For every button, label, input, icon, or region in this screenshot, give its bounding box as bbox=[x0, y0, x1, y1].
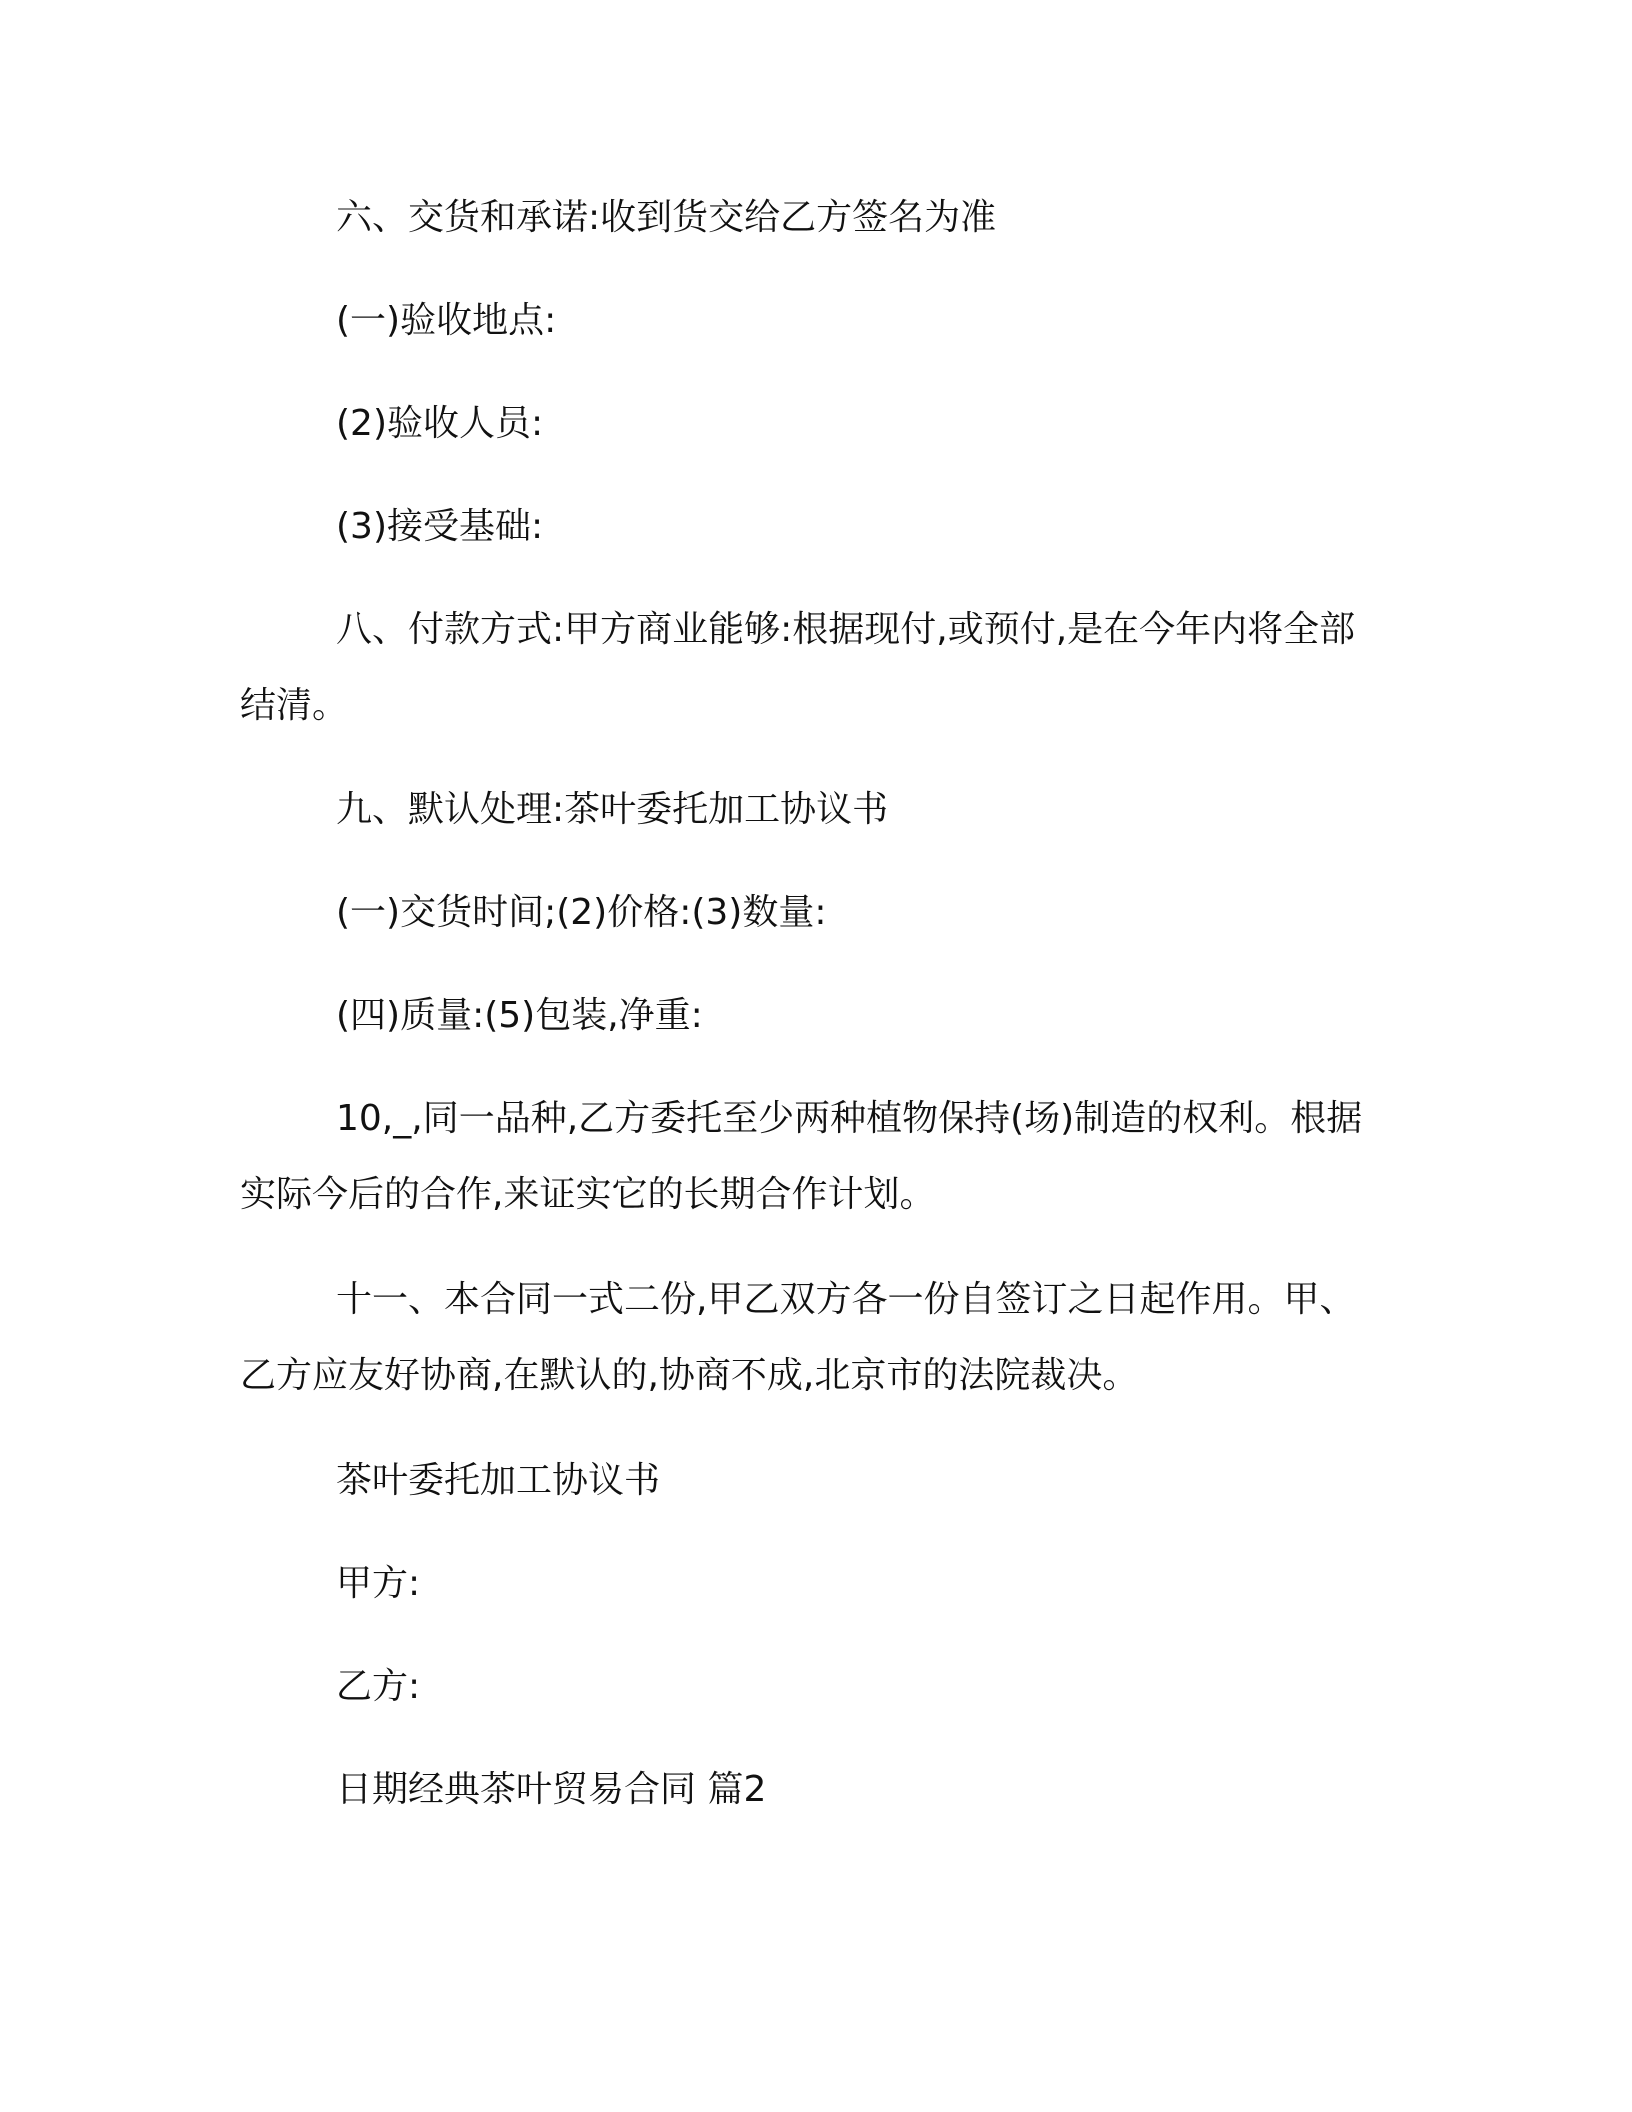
clause-8-payment: 八、付款方式:甲方商业能够:根据现付,或预付,是在今年内将全部结清。 bbox=[240, 609, 1356, 726]
delivery-price-quantity: (一)交货时间;(2)价格:(3)数量: bbox=[336, 892, 827, 933]
inspection-location: (一)验收地点: bbox=[336, 300, 557, 341]
clause-6-delivery: 六、交货和承诺:收到货交给乙方签名为准 bbox=[336, 197, 997, 238]
inspection-personnel: (2)验收人员: bbox=[336, 403, 544, 444]
party-b-label: 乙方: bbox=[336, 1666, 421, 1707]
clause-9-default: 九、默认处理:茶叶委托加工协议书 bbox=[336, 789, 889, 830]
party-a-label: 甲方: bbox=[336, 1563, 421, 1604]
clause-10-rights: 10,_,同一品种,乙方委托至少两种植物保持(场)制造的权利。根据实际今后的合作,来证实它的长期合作计划。 bbox=[240, 1098, 1363, 1215]
quality-packaging: (四)质量:(5)包装,净重: bbox=[336, 995, 703, 1036]
agreement-title: 茶叶委托加工协议书 bbox=[336, 1460, 661, 1501]
acceptance-basis: (3)接受基础: bbox=[336, 506, 544, 547]
date-section-heading: 日期经典茶叶贸易合同 篇2 bbox=[336, 1769, 767, 1810]
clause-11-copies: 十一、本合同一式二份,甲乙双方各一份自签订之日起作用。甲、乙方应友好协商,在默认的,协商不成,北京市的法院裁决。 bbox=[240, 1279, 1356, 1396]
